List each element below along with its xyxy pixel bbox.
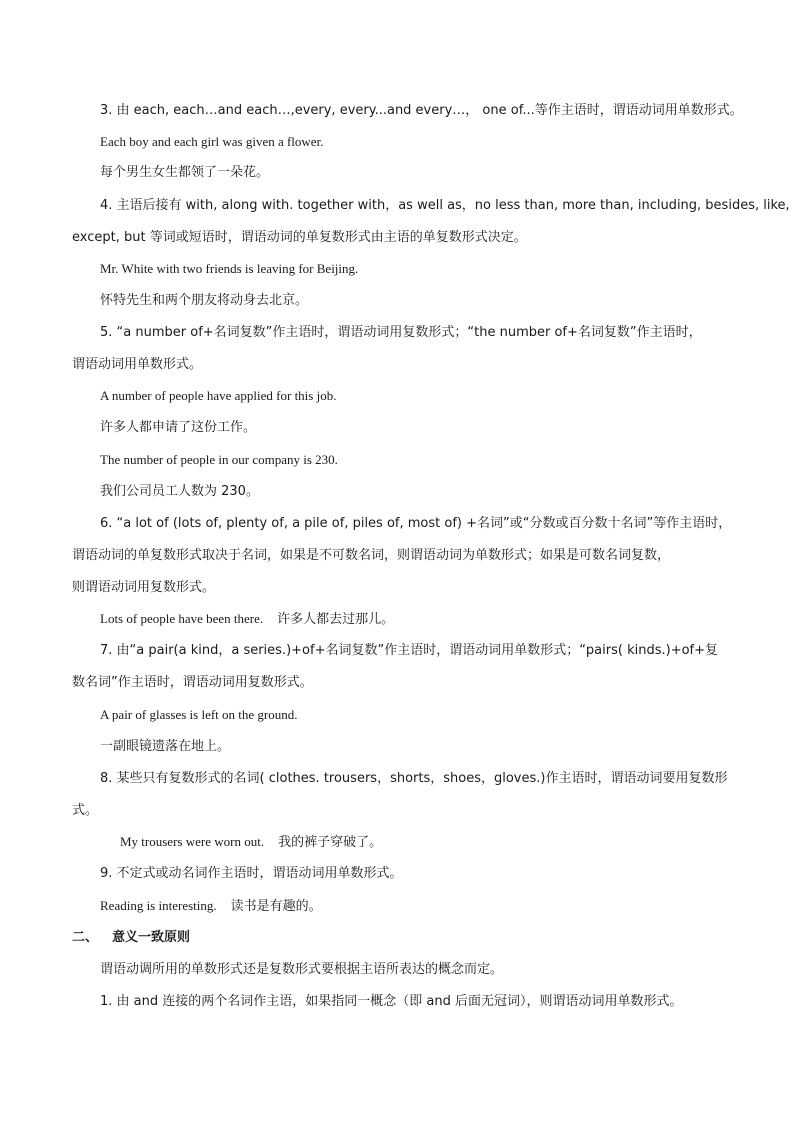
example-translation: 我的裤子穿破了。	[278, 835, 383, 850]
example-sentence: A pair of glasses is left on the ground.	[100, 707, 298, 722]
example-translation: 许多人都申请了这份工作。	[100, 420, 257, 435]
section-intro: 谓语动调所用的单数形式还是复数形式要根据主语所表达的概念而定。	[100, 962, 504, 977]
example-sentence: A number of people have applied for this job.	[100, 388, 337, 403]
example-sentence: Lots of people have been there.	[100, 611, 264, 626]
rule-section2-1: 1. 由 and 连接的两个名词作主语，如果指同一概念（即 and 后面无冠词），则谓语动词用单数形式。	[100, 994, 683, 1009]
example-pair	[100, 610, 394, 629]
rule-4: 4. 主语后接有 with, along with. together with，as well as，no less than, more than, including, besides, like,	[100, 198, 790, 213]
example-sentence: Each boy and each girl was given a flower.	[100, 134, 324, 149]
section-title: 意义一致原则	[112, 930, 191, 945]
rule-4-continued: except, but 等词或短语时，谓语动词的单复数形式由主语的单复数形式决定。	[72, 230, 527, 245]
example-sentence: The number of people in our company is 230.	[100, 452, 338, 467]
rule-5: 5. “a number of+名词复数”作主语时，谓语动词用复数形式；“the number of+名词复数”作主语时，	[100, 325, 702, 340]
example-translation: 怀特先生和两个朋友将动身去北京。	[100, 293, 309, 308]
example-pair	[120, 833, 382, 852]
example-translation: 每个男生女生都领了一朵花。	[100, 165, 270, 180]
example-translation: 读书是有趣的。	[230, 899, 322, 914]
example-sentence: Mr. White with two friends is leaving for Beijing.	[100, 261, 359, 276]
example-sentence: Reading is interesting.	[100, 898, 217, 913]
rule-8-continued: 式。	[72, 803, 99, 818]
rule-7: 7. 由“a pair(a kind，a series.)+of+名词复数”作主语时，谓语动词用单数形式；“pairs( kinds.)+of+复	[100, 643, 719, 658]
rule-6-continued: 则谓语动词用复数形式。	[72, 580, 216, 595]
rule-3: 3. 由 each, each…and each…,every, every...and every…， one of...等作主语时，谓语动词用单数形式。	[100, 103, 743, 118]
example-sentence: My trousers were worn out.	[120, 834, 265, 849]
rule-7-continued: 数名词”作主语时，谓语动词用复数形式。	[72, 675, 313, 690]
example-translation: 我们公司员工人数为 230。	[100, 484, 259, 499]
example-translation: 一副眼镜遗落在地上。	[100, 739, 231, 754]
rule-9: 9. 不定式或动名词作主语时，谓语动词用单数形式。	[100, 866, 403, 881]
section-heading	[72, 929, 190, 947]
rule-8: 8. 某些只有复数形式的名词( clothes. trousers，shorts，shoes，gloves.)作主语时，谓语动词要用复数形	[100, 771, 728, 786]
example-pair	[100, 897, 322, 916]
rule-6-continued: 谓语动词的单复数形式取决于名词，如果是不可数名词，则谓语动词为单数形式；如果是可数名词复数，	[72, 548, 671, 563]
section-number: 二、	[72, 930, 99, 945]
rule-5-continued: 谓语动词用单数形式。	[72, 357, 203, 372]
rule-6: 6. “a lot of (lots of, plenty of, a pile of, piles of, most of) +名词”或“分数或百分数十名词”等作主语时，	[100, 516, 732, 531]
example-translation: 许多人都去过那儿。	[277, 612, 395, 627]
